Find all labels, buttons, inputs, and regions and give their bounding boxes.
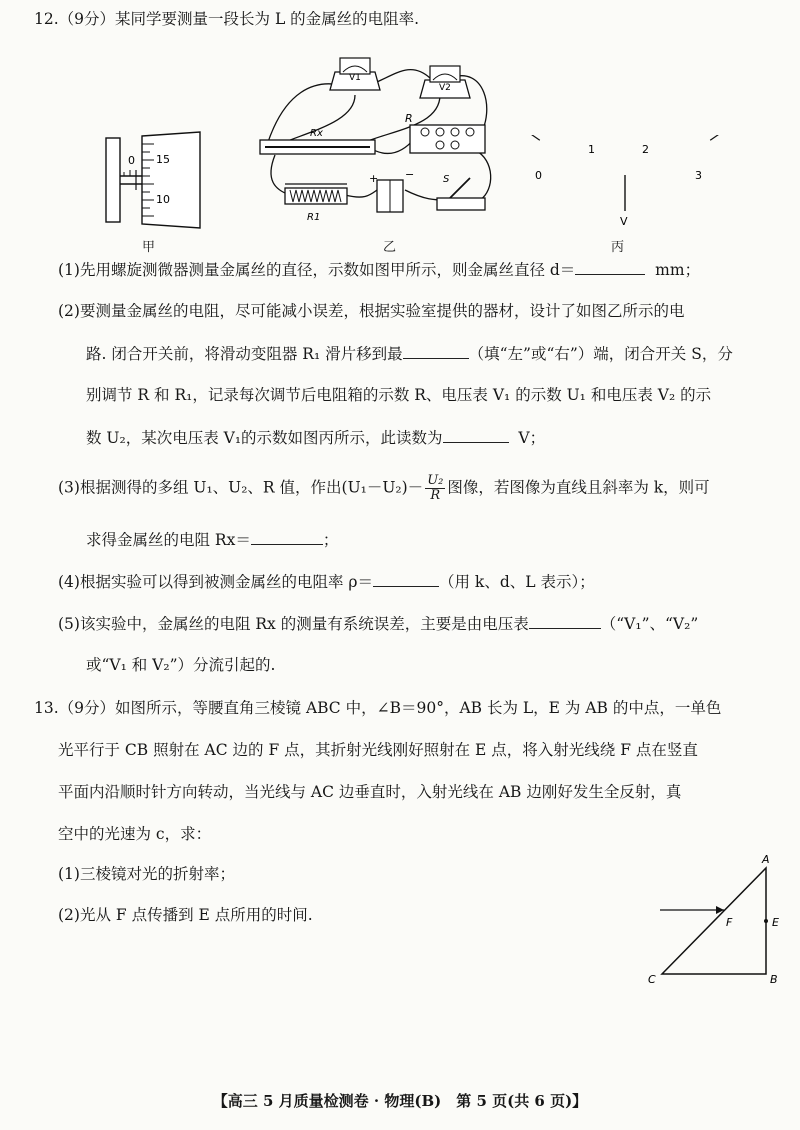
prism-figure [640,850,790,985]
q12-title: 12.（9分）某同学要测量一段长为 L 的金属丝的电阻率. [34,10,420,28]
vertex-b-label: B [770,973,778,985]
mic-tick-10: 10 [156,193,170,206]
vertex-c-label: C [648,973,656,985]
answer-blank-slider-end[interactable] [403,342,469,359]
answer-blank-reading[interactable] [443,426,509,443]
answer-blank-diameter[interactable] [575,258,645,275]
dial-unit: V [620,215,628,228]
q13-line4: 空中的光速为 c，求： [58,825,212,843]
mic-tick-15: 15 [156,153,170,166]
q12-part2-line4: 数 U₂，某次电压表 V₁的示数如图丙所示，此读数为 V； [86,426,545,449]
switch-label: S [443,174,450,185]
dial-tick-1: 1 [588,143,595,156]
rx-label: Rx [310,128,323,139]
voltmeter-dial-figure [525,135,725,235]
r1-label: R1 [307,212,321,223]
q12-part2-line1: (2)要测量金属丝的电阻，尽可能减小误差，根据实验室提供的器材，设计了如图乙所示的电 [58,302,685,320]
answer-blank-resistivity[interactable] [373,570,439,587]
q12-part2-line3: 别调节 R 和 R₁，记录每次调节后电阻箱的示数 R、电压表 V₁ 的示数 U₁ 和电压表 V₂ 的示 [86,386,712,404]
dial-tick-3: 3 [695,169,702,182]
figure-label-bing: 丙 [611,240,625,255]
q12-part3-line2: 求得金属丝的电阻 Rx＝ ； [86,528,338,551]
r-label: R [405,112,413,125]
mic-tick-0: 0 [128,154,135,167]
q13-part2: (2)光从 F 点传播到 E 点所用的时间. [58,906,313,924]
answer-blank-voltmeter[interactable] [529,612,601,629]
page-footer: 【高三 5 月质量检测卷 · 物理(B) 第 5 页(共 6 页)】 [212,1092,588,1110]
q12-part4: (4)根据实验可以得到被测金属丝的电阻率 ρ＝ （用 k、d、L 表示）； [58,570,595,593]
figure-label-yi: 乙 [383,240,397,255]
q13-line1: 13.（9分）如图所示，等腰直角三棱镜 ABC 中，∠B＝90°，AB 长为 L，E 为 AB 的中点，一单色 [34,699,722,717]
q12-part2-line2: 路. 闭合开关前，将滑动变阻器 R₁ 滑片移到最 （填“左”或“右”）端，闭合开关 S，分 [86,342,733,365]
q13-part1: (1)三棱镜对光的折射率； [58,865,235,883]
micrometer-figure [100,130,210,230]
circuit-figure [245,50,510,230]
dial-tick-2: 2 [642,143,649,156]
point-e-label: E [772,916,779,929]
v1-label: V1 [349,73,361,83]
dial-tick-0: 0 [535,169,542,182]
battery-minus: − [405,168,415,181]
q12-part5-line1: (5)该实验中，金属丝的电阻 Rx 的测量有系统误差，主要是由电压表 （“V₁”、“V₂” [58,612,698,635]
answer-blank-rx[interactable] [251,528,323,545]
vertex-a-label: A [762,853,770,866]
q12-part1: (1)先用螺旋测微器测量金属丝的直径，示数如图甲所示，则金属丝直径 d＝ mm； [58,258,700,281]
q13-line2: 光平行于 CB 照射在 AC 边的 F 点，其折射光线刚好照射在 E 点，将入射光线绕 F 点在竖直 [58,741,698,759]
v2-label: V2 [439,83,451,93]
battery-plus: + [369,172,379,185]
figure-label-jia: 甲 [142,240,156,255]
q12-part5-line2: 或“V₁ 和 V₂”）分流引起的. [86,656,276,674]
dial-tick-mark [710,135,723,140]
q13-line3: 平面内沿顺时针方向转动，当光线与 AC 边垂直时，入射光线在 AB 边刚好发生全反射，真 [58,783,682,801]
fraction-u2-over-r: $\frac{\text{U₂}}{R}$ [427,473,444,503]
point-f-label: F [726,916,733,929]
q12-part3-line1: (3)根据测得的多组 U₁、U₂、R 值，作出(U₁－U₂)－ $\frac{\text{U₂}}{R}$ 图像，若图像为直线且斜率为 k，则可 [58,473,710,503]
dial-tick-mark [527,135,540,140]
